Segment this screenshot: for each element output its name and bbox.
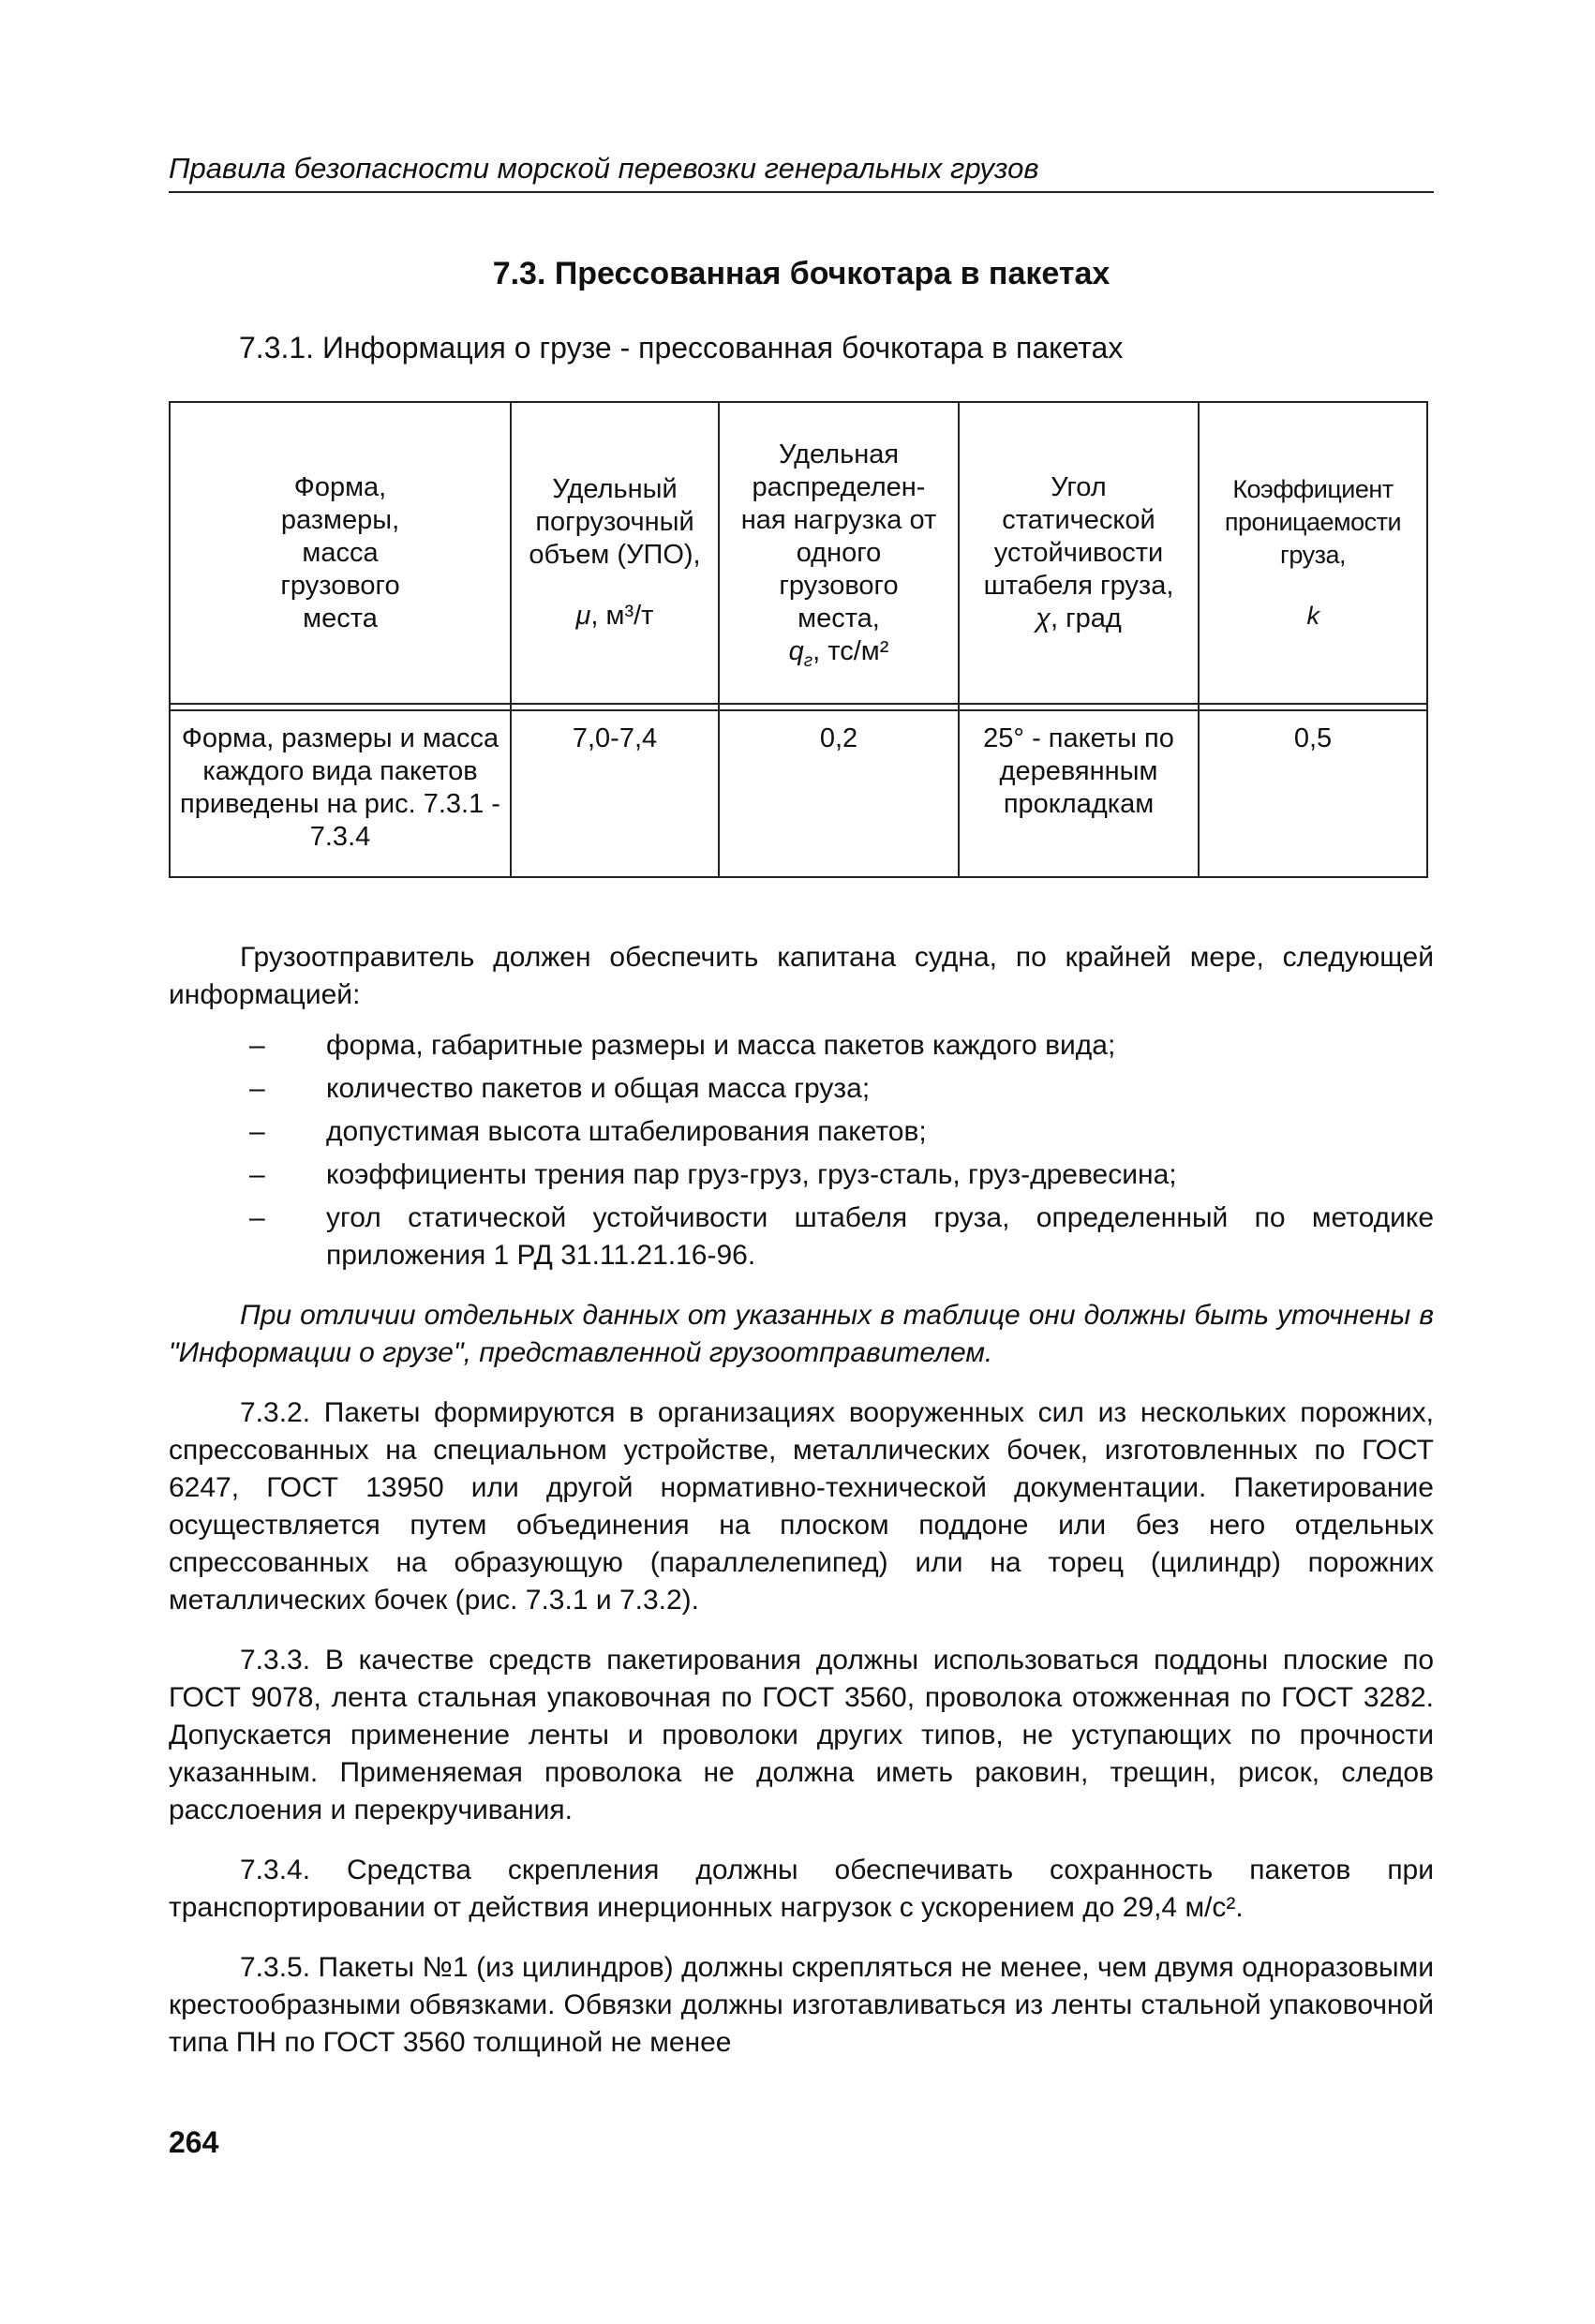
section-title: 7.3. Прессованная бочкотара в пакетах	[492, 256, 1111, 291]
list-item	[169, 1199, 1434, 1274]
paragraph-7-3-2: 7.3.2. Пакеты формируются в организациях вооруженных сил из нескольких порожних, спрессованных на специальном устройстве, металлических бочек, изготовленных по ГОСТ 6247, ГОСТ 13950 или другой нормативно-технической документации. Пакетирование осуществляется путем объединения на плоском поддоне или без него отдельных спрессованных на образующую (параллелепипед) или на торец (цилиндр) порожних металлических бочек (рис. 7.3.1 и 7.3.2).	[169, 1397, 1434, 1616]
header-line: Удельный	[552, 474, 678, 504]
list-item	[169, 1027, 1434, 1065]
list-item	[169, 1156, 1434, 1194]
dash-marker: –	[249, 1073, 265, 1104]
header-line: Коэффициент	[1232, 475, 1394, 503]
header-line: места,	[798, 603, 880, 633]
cell-angle: 25° - пакеты по деревянным прокладкам	[959, 710, 1199, 877]
symbol-k: k	[1306, 602, 1319, 630]
unit-text: , град	[1050, 603, 1122, 633]
dash-marker: –	[249, 1202, 265, 1233]
cell-load: 0,2	[719, 710, 959, 877]
header-symbol-line	[965, 603, 1192, 635]
symbol-subscript: г	[803, 650, 813, 671]
header-line: проницаемости	[1224, 508, 1402, 536]
list-item	[169, 1070, 1434, 1108]
cargo-info-table	[169, 401, 1428, 878]
cell-upo: 7,0-7,4	[511, 710, 719, 877]
info-list	[169, 1027, 1434, 1274]
header-line: грузового	[779, 570, 899, 601]
header-line: груза,	[1280, 541, 1346, 569]
note-paragraph: При отличии отдельных данных от указанных в таблице они должны быть уточнены в "Информации о грузе", представленной грузоотправителем.	[169, 1300, 1434, 1368]
header-line: масса	[302, 537, 379, 568]
header-line: Удельная	[778, 439, 900, 469]
dash-marker: –	[249, 1116, 265, 1147]
header-cell-load	[719, 402, 959, 704]
symbol-q: q	[788, 635, 804, 666]
table-caption: 7.3.1. Информация о грузе - прессованная бочкотара в пакетах	[239, 331, 1124, 365]
header-line: грузового	[280, 570, 400, 601]
unit-text: , тс/м²	[812, 635, 889, 666]
header-line: Угол	[1051, 471, 1107, 502]
list-item-text: форма, габаритные размеры и масса пакетов каждого вида;	[326, 1030, 1116, 1061]
unit-text: , м³/т	[590, 601, 654, 631]
intro-paragraph: Грузоотправитель должен обеспечить капитана судна, по крайней мере, следующей информацией:	[169, 942, 1434, 1010]
symbol-mu: μ	[575, 601, 591, 631]
header-line: устойчивости	[993, 537, 1164, 568]
cell-permeability: 0,5	[1199, 710, 1427, 877]
cell-form: Форма, размеры и масса каждого вида пакетов приведены на рис. 7.3.1 - 7.3.4	[170, 710, 511, 877]
header-symbol-line	[725, 635, 952, 671]
header-cell-form	[170, 402, 511, 704]
header-line: размеры,	[280, 504, 400, 535]
header-symbol-line	[1205, 600, 1421, 633]
list-item-text: коэффициенты трения пар груз-груз, груз-сталь, груз-древесина;	[326, 1159, 1177, 1190]
paragraph-7-3-4: 7.3.4. Средства скрепления должны обеспечивать сохранность пакетов при транспортировании от действия инерционных нагрузок с ускорением до 29,4 м/с².	[169, 1855, 1434, 1923]
header-symbol-line	[517, 600, 712, 633]
paragraph-7-3-3: 7.3.3. В качестве средств пакетирования должны использоваться поддоны плоские по ГОСТ 9078, лента стальная упаковочная по ГОСТ 3560, проволока отожженная по ГОСТ 3282. Допускается применение ленты и проволоки других типов, не уступающих по прочности указанным. Применяемая проволока не должна иметь раковин, трещин, рисок, следов расслоения и перекручивания.	[169, 1645, 1434, 1825]
header-line: объем (УПО),	[529, 540, 701, 570]
list-item-text: количество пакетов и общая масса груза;	[326, 1073, 871, 1104]
header-line: распределен-	[752, 471, 926, 502]
header-line: погрузочный	[535, 507, 694, 537]
header-line: статической	[1002, 504, 1155, 535]
list-item	[169, 1113, 1434, 1151]
header-cell-upo	[511, 402, 719, 704]
symbol-chi: χ	[1036, 603, 1051, 633]
header-line: штабеля груза,	[983, 570, 1174, 601]
list-item-text: допустимая высота штабелирования пакетов;	[326, 1116, 927, 1147]
header-cell-angle	[959, 402, 1199, 704]
dash-marker: –	[249, 1159, 265, 1190]
header-cell-permeability	[1199, 402, 1427, 704]
table-separator-row	[170, 704, 1427, 710]
body-text	[169, 939, 1434, 2062]
header-line: Форма,	[293, 471, 387, 502]
dash-marker: –	[249, 1030, 265, 1061]
header-line: одного	[796, 537, 882, 568]
page-number: 264	[169, 2125, 219, 2159]
header-line: места	[303, 603, 378, 633]
header-line: ная нагрузка от	[740, 504, 937, 535]
table-row	[170, 710, 1427, 877]
table-header-row	[170, 402, 1427, 704]
running-header: Правила безопасности морской перевозки генеральных грузов	[169, 150, 1434, 193]
paragraph-7-3-5: 7.3.5. Пакеты №1 (из цилиндров) должны скрепляться не менее, чем двумя одноразовыми крестообразными обвязками. Обвязки должны изготавливаться из ленты стальной упаковочной типа ПН по ГОСТ 3560 толщиной не менее	[169, 1952, 1434, 2058]
list-item-text: угол статической устойчивости штабеля груза, определенный по методике приложения 1 РД 31.11.21.16-96.	[326, 1202, 1434, 1271]
